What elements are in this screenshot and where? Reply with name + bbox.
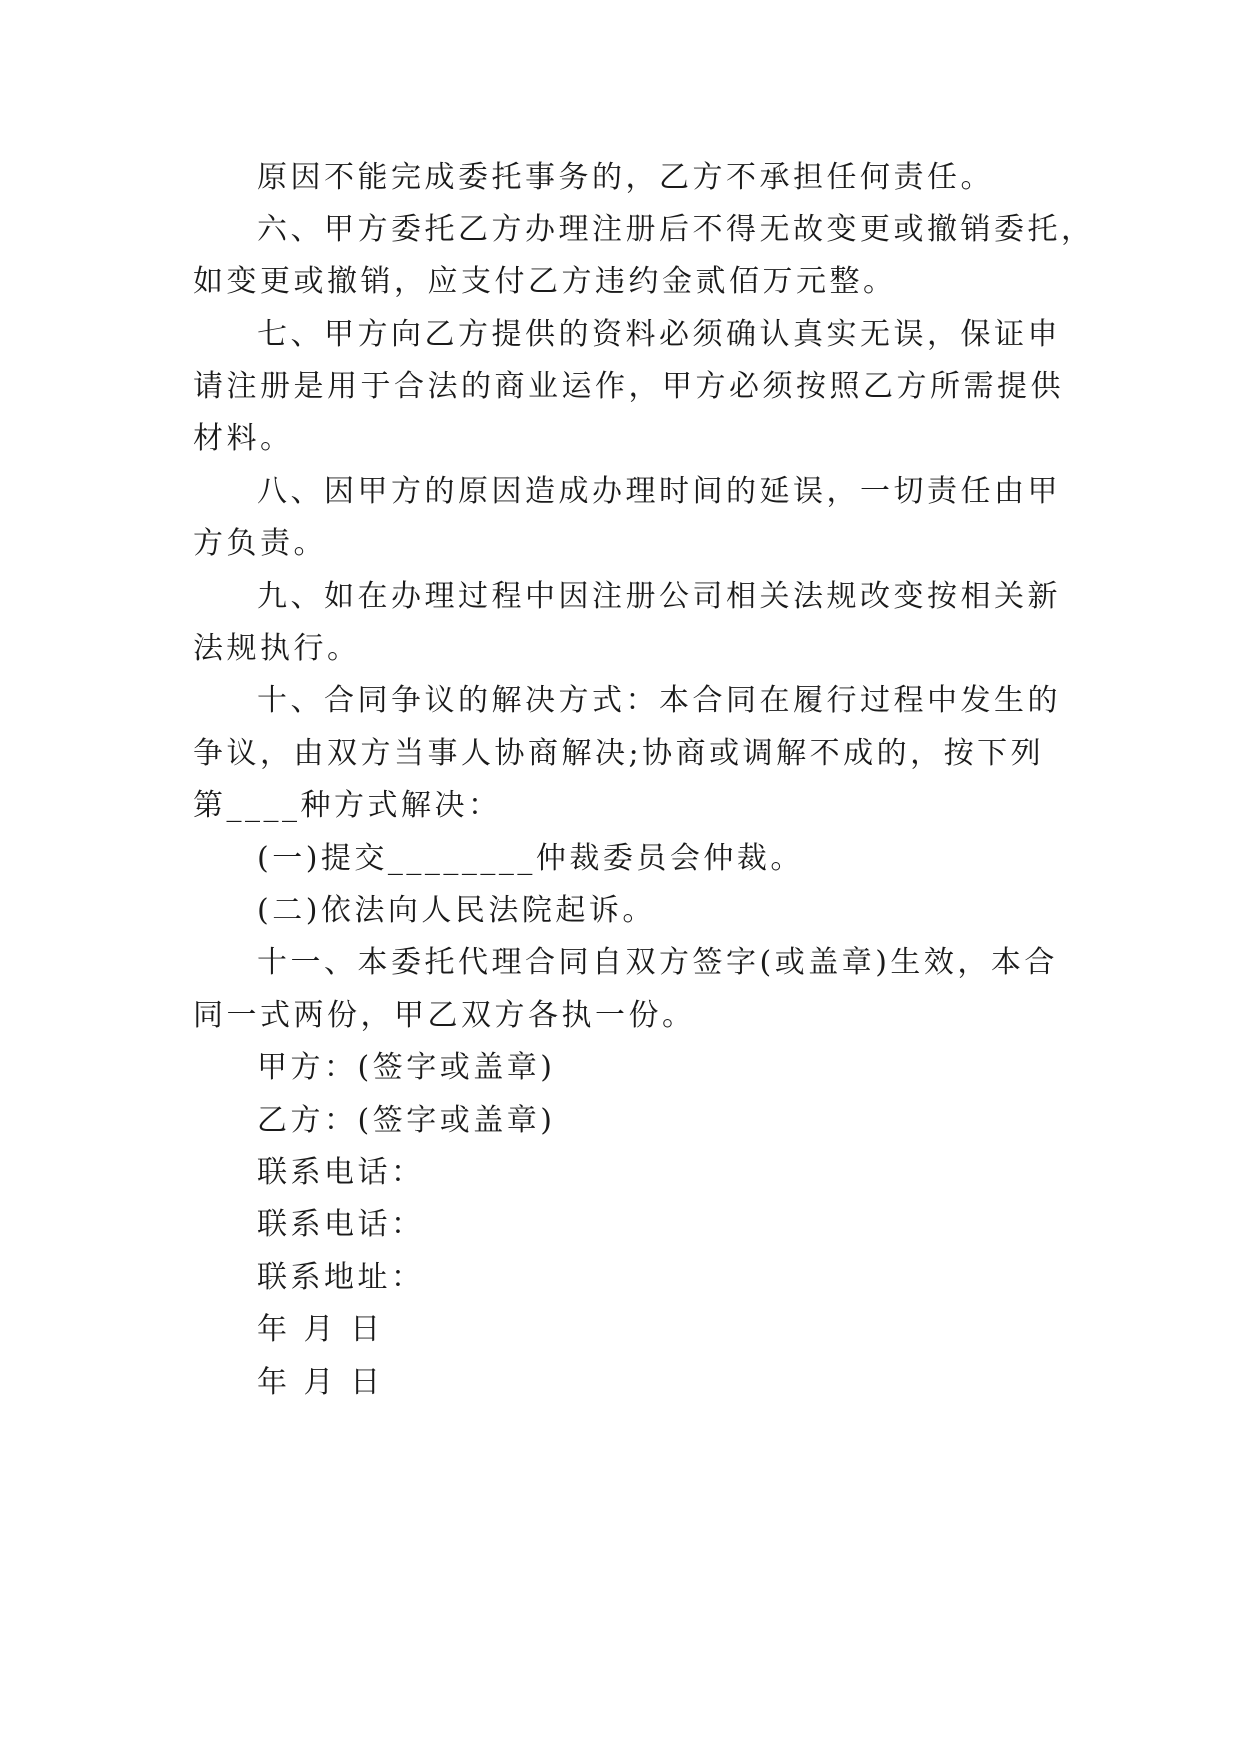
text-line: 七、甲方向乙方提供的资料必须确认真实无误，保证申 xyxy=(257,317,1061,352)
contact-phone-line: 联系电话： xyxy=(257,1155,425,1190)
text-line: 十、合同争议的解决方式：本合同在履行过程中发生的 xyxy=(257,683,1061,718)
date-line: 年 月 日 xyxy=(257,1365,384,1400)
signature-line-party-b: 乙方：(签字或盖章) xyxy=(257,1103,556,1138)
text-line: 请注册是用于合法的商业运作，甲方必须按照乙方所需提供 xyxy=(193,369,1064,404)
signature-line-party-a: 甲方：(签字或盖章) xyxy=(257,1050,556,1085)
text-line: 争议，由双方当事人协商解决;协商或调解不成的，按下列 xyxy=(193,736,1045,771)
text-line: 八、因甲方的原因造成办理时间的延误，一切责任由甲 xyxy=(257,474,1061,509)
text-line: 同一式两份，甲乙双方各执一份。 xyxy=(193,998,696,1033)
text-line: 方负责。 xyxy=(193,526,327,561)
contact-phone-line: 联系电话： xyxy=(257,1207,425,1242)
text-line: 如变更或撤销，应支付乙方违约金贰佰万元整。 xyxy=(193,264,897,299)
contact-address-line: 联系地址： xyxy=(257,1260,425,1295)
text-line: 第____种方式解决： xyxy=(193,788,502,823)
date-line: 年 月 日 xyxy=(257,1312,384,1347)
text-line: 原因不能完成委托事务的，乙方不承担任何责任。 xyxy=(257,160,994,195)
text-line: 材料。 xyxy=(193,421,294,456)
text-line: 法规执行。 xyxy=(193,631,361,666)
text-line: (二)依法向人民法院起诉。 xyxy=(257,893,656,928)
text-line: 六、甲方委托乙方办理注册后不得无故变更或撤销委托， xyxy=(257,212,1095,247)
text-line: (一)提交________仲裁委员会仲裁。 xyxy=(257,841,804,876)
text-line: 十一、本委托代理合同自双方签字(或盖章)生效，本合 xyxy=(257,945,1058,980)
text-line: 九、如在办理过程中因注册公司相关法规改变按相关新 xyxy=(257,579,1061,614)
